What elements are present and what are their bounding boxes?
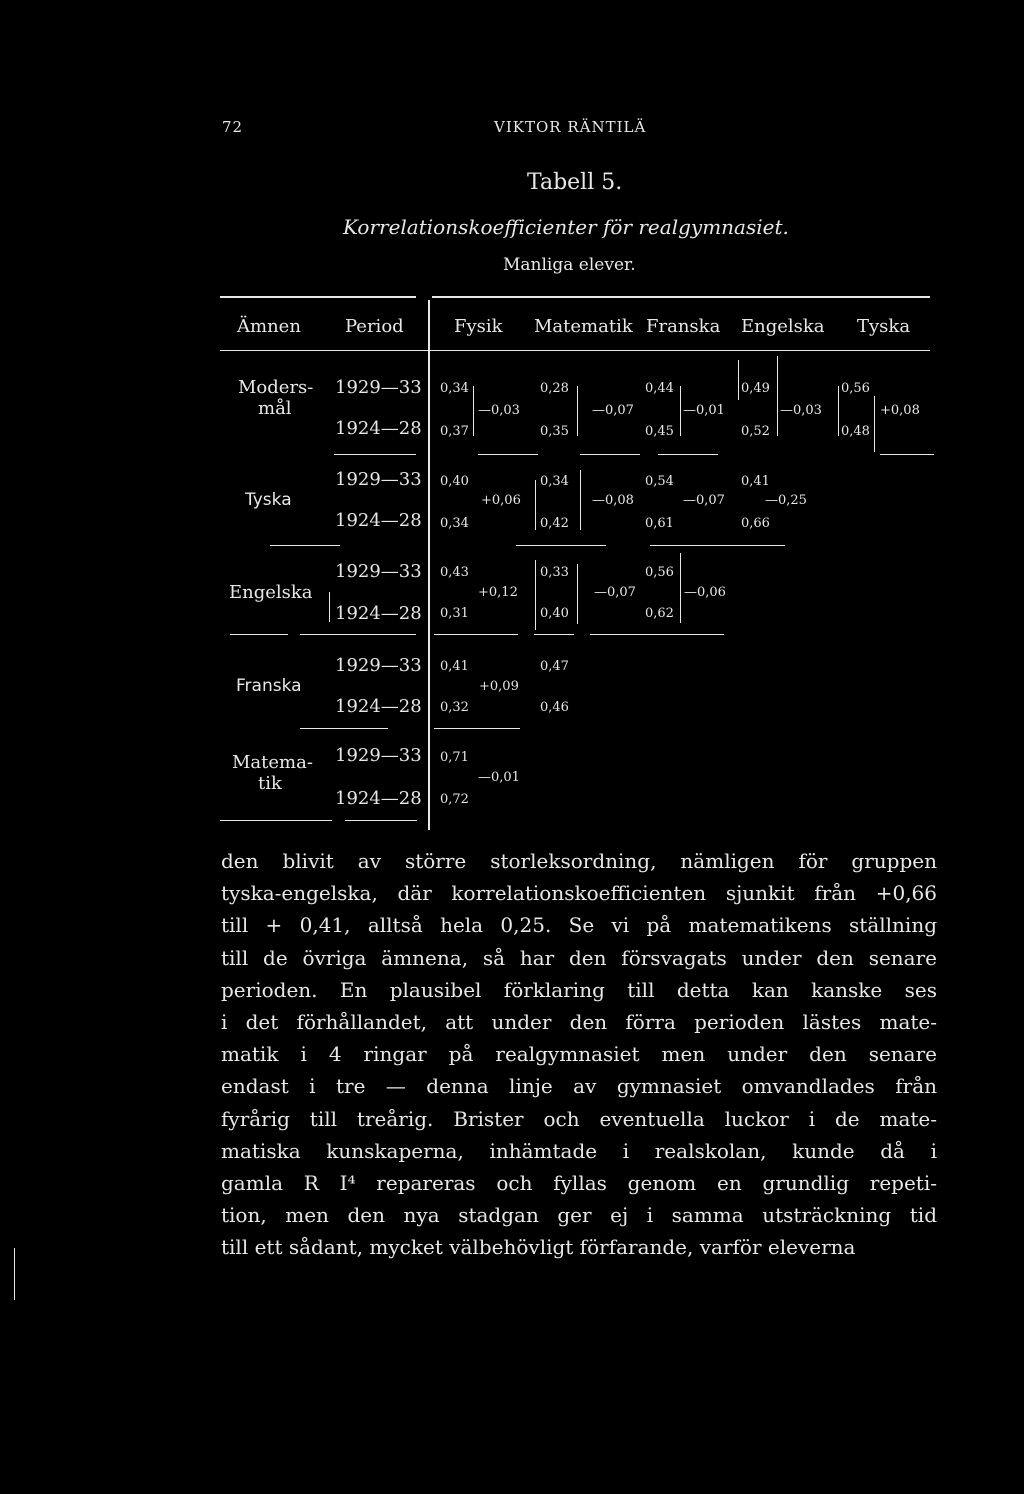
value-cell: 0,40 [540,606,569,621]
section-rule [434,634,518,635]
section-rule [270,545,340,546]
body-paragraph [221,845,937,1263]
difference-cell: +0,06 [481,493,521,508]
value-cell: 0,43 [440,565,469,580]
value-cell: 0,32 [440,700,469,715]
period-a: 1929—33 [335,377,422,398]
difference-cell: —0,06 [684,585,726,600]
difference-cell: —0,25 [765,493,807,508]
table-column-divider [428,300,430,830]
period-a: 1929—33 [335,745,422,766]
value-cell: 0,42 [540,516,569,531]
difference-cell: —0,01 [478,770,520,785]
difference-cell: +0,12 [478,585,518,600]
value-cell: 0,41 [440,659,469,674]
section-rule [300,634,416,635]
table-top-rule [432,296,930,298]
section-rule [434,728,520,729]
value-cell: 0,61 [645,516,674,531]
body-line: gamla R I⁴ repareras och fyllas genom en grundlig repeti- [221,1170,937,1195]
section-rule [230,634,288,635]
value-cell: 0,48 [841,424,870,439]
period-b: 1924—28 [335,510,422,531]
cell-bracket [838,386,839,436]
table-bottom-rule [345,820,417,821]
row-label-modersmal-1: Moders- [238,377,314,398]
value-cell: 0,45 [645,424,674,439]
body-line: endast i tre — denna linje av gymnasiet omvandlades från [221,1074,937,1099]
section-rule [478,454,538,455]
section-rule [880,454,934,455]
cell-bracket [777,356,778,436]
value-cell: 0,40 [440,474,469,489]
value-cell: 0,52 [741,424,770,439]
cell-bracket [535,560,536,630]
body-line: till ett sådant, mycket välbehövligt förfarande, varför eleverna [221,1235,856,1260]
difference-cell: —0,07 [594,585,636,600]
value-cell: 0,41 [741,474,770,489]
value-cell: 0,71 [440,750,469,765]
difference-cell: —0,08 [592,493,634,508]
cell-bracket [680,386,681,436]
value-cell: 0,31 [440,606,469,621]
col-header-matematik: Matematik [534,316,633,337]
section-rule [334,454,416,455]
body-line: i det förhållandet, att under den förra perioden lästes mate- [221,1009,937,1034]
body-line: matik i 4 ringar på realgymnasiet men under den senare [221,1042,937,1067]
cell-bracket [535,480,536,530]
value-cell: 0,33 [540,565,569,580]
period-a: 1929—33 [335,561,422,582]
row-label-franska: Franska [236,676,302,696]
col-header-fysik: Fysik [454,316,503,337]
col-header-engelska: Engelska [741,316,825,337]
value-cell: 0,62 [645,606,674,621]
difference-cell: —0,03 [478,403,520,418]
row-label-engelska: Engelska [229,582,313,603]
difference-cell: —0,03 [780,403,822,418]
value-cell: 0,54 [645,474,674,489]
value-cell: 0,47 [540,659,569,674]
cell-bracket [577,386,578,436]
page-number: 72 [222,118,244,136]
period-a: 1929—33 [335,655,422,676]
value-cell: 0,44 [645,381,674,396]
cell-bracket [577,564,578,624]
section-rule [650,545,785,546]
body-line: perioden. En plausibel förklaring till detta kan kanske ses [221,977,937,1002]
value-cell: 0,56 [841,381,870,396]
difference-cell: —0,07 [592,403,634,418]
body-line: tion, men den nya stadgan ger ej i samma utsträckning tid [221,1203,937,1228]
cell-bracket [738,360,739,400]
body-line: matiska kunskaperna, inhämtade i realskolan, kunde då i [221,1138,937,1163]
cell-bracket [680,553,681,623]
scan-edge-mark [14,1248,15,1300]
period-b: 1924—28 [335,696,422,717]
cell-bracket [874,396,875,452]
body-line: den blivit av större storleksordning, nämligen för gruppen [221,849,937,873]
col-header-period: Period [345,316,404,337]
difference-cell: —0,07 [683,493,725,508]
section-rule [580,454,640,455]
value-cell: 0,66 [741,516,770,531]
period-b: 1924—28 [335,603,422,624]
value-cell: 0,49 [741,381,770,396]
period-b: 1924—28 [335,418,422,439]
value-cell: 0,72 [440,792,469,807]
section-rule [300,728,388,729]
section-rule [590,634,724,635]
body-line: till + 0,41, alltså hela 0,25. Se vi på matematikens ställning [221,913,937,938]
col-header-tyska: Tyska [857,316,911,337]
table-top-rule [220,296,416,298]
section-rule [516,545,606,546]
section-rule [534,634,574,635]
value-cell: 0,34 [440,516,469,531]
col-header-subject: Ämnen [237,316,301,337]
value-cell: 0,35 [540,424,569,439]
running-title: VIKTOR RÄNTILÄ [494,118,647,136]
value-cell: 0,46 [540,700,569,715]
table-group: Manliga elever. [503,255,636,275]
row-label-tyska: Tyska [245,490,292,510]
period-a: 1929—33 [335,469,422,490]
period-b: 1924—28 [335,788,422,809]
difference-cell: +0,09 [479,679,519,694]
value-cell: 0,34 [440,381,469,396]
row-label-modersmal-2: mål [258,398,292,419]
cell-bracket [580,470,581,530]
value-cell: 0,34 [540,474,569,489]
difference-cell: +0,08 [880,403,920,418]
value-cell: 0,28 [540,381,569,396]
value-cell: 0,56 [645,565,674,580]
body-line: till de övriga ämnena, så har den försvagats under den senare [221,945,937,970]
body-line: fyrårig till treårig. Brister och eventuella luckor i de mate- [221,1106,937,1131]
header-rule [220,350,930,351]
table-title: Tabell 5. [527,170,623,195]
section-rule [658,454,718,455]
value-cell: 0,37 [440,424,469,439]
row-label-matematik-2: tik [258,773,282,794]
row-label-matematik-1: Matema- [232,752,313,773]
table-bottom-rule [220,820,332,821]
body-line: tyska-engelska, där korrelationskoefficienten sjunkit från +0,66 [221,881,937,906]
cell-bracket [329,592,330,622]
cell-bracket [473,386,474,436]
table-subtitle: Korrelationskoefficienter för realgymnasiet. [343,215,789,239]
difference-cell: —0,01 [683,403,725,418]
col-header-franska: Franska [646,316,721,337]
